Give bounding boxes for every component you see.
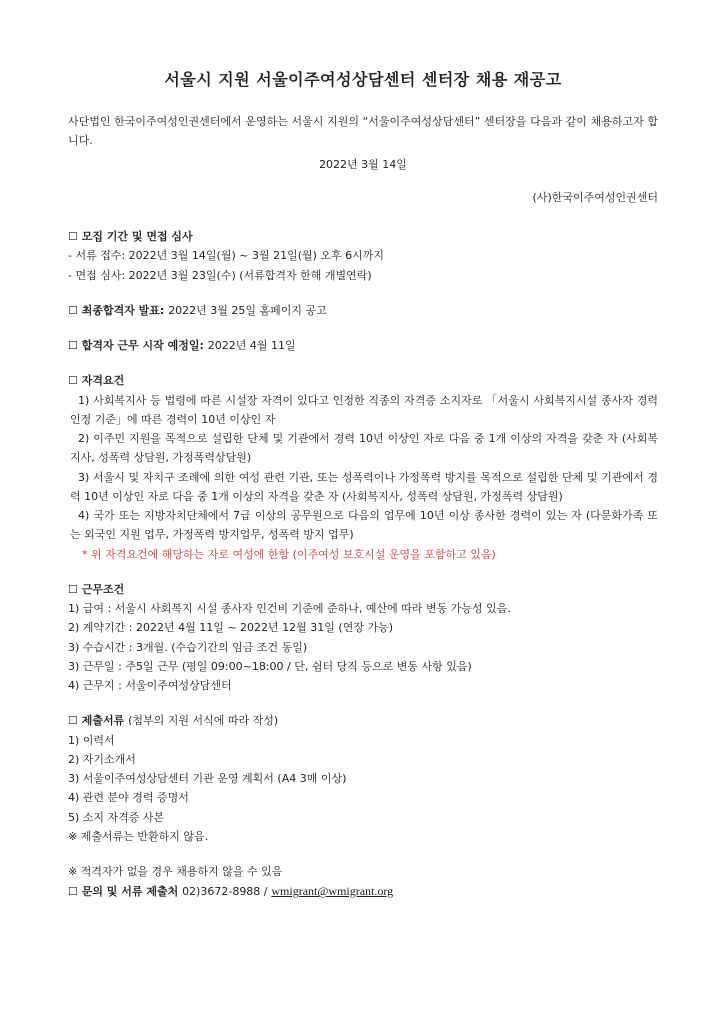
qualification-section xyxy=(68,371,658,564)
final-section xyxy=(68,301,658,320)
contact-heading-label: 문의 및 서류 제출처 xyxy=(81,885,179,899)
list-item: 1) 사회복지사 등 법령에 따른 시설장 자격이 있다고 인정한 직종의 자격증 소지자로 「서울시 사회복지시설 종사자 경력인정 기준」에 따른 경력이 10년 이상인 자 xyxy=(70,393,658,426)
list-item: 3) 근무일 : 주5일 근무 (평일 09:00~18:00 / 단, 쉼터 당직 등으로 변동 사항 있음) xyxy=(68,659,472,673)
list-item: 1) 급여 : 서울시 사회복지 시설 종사자 인건비 기준에 준하나, 예산에 따라 변동 가능성 있음. xyxy=(68,602,511,615)
checkbox-icon: ☐ xyxy=(68,885,78,899)
list-item: 4) 관련 분야 경력 증명서 xyxy=(68,791,189,805)
list-item: - 서류 접수: 2022년 3월 14일(월) ~ 3월 21일(월) 오후 6시까지 xyxy=(68,249,385,263)
qualification-note: * 위 자격요건에 해당하는 자로 여성에 한함 (이주여성 보호시설 운영을 포함하고 있음) xyxy=(82,547,496,561)
conditions-heading-label: 근무조건 xyxy=(81,582,125,596)
conditions-heading xyxy=(68,580,658,599)
list-item: 3) 서울시 및 자치구 조례에 의한 여성 관련 기관, 또는 성폭력이나 가정폭력 방지를 목적으로 설립한 단체 및 기관에서 경력 10년 이상인 자로 다음 중 1개 이상의 자격을 갖춘 자 (사회복지사, 성폭력 상담원, 가정폭력 상담원) xyxy=(70,470,658,503)
checkbox-icon: ☐ xyxy=(68,303,78,317)
recruit-heading-label: 모집 기간 및 면접 심사 xyxy=(81,230,193,243)
list-item: 5) 소지 자격증 사본 xyxy=(68,810,165,824)
checkbox-icon: ☐ xyxy=(68,714,78,728)
documents-heading-subtitle: (첨부의 지원 서식에 따라 작성) xyxy=(128,714,279,728)
list-item: 3) 수습시간 : 3개월. (수습기간의 임금 조건 동일) xyxy=(68,640,308,654)
list-item: 2) 이주민 지원을 목적으로 설립한 단체 및 기관에서 경력 10년 이상인 자로 다음 중 1개 이상의 자격을 갖춘 자 (사회복지사, 성폭력 상담원, 가정폭력상담원) xyxy=(70,432,658,465)
conditions-section xyxy=(68,580,658,696)
list-item: - 면접 심사: 2022년 3월 23일(수) (서류합격자 한해 개별연락) xyxy=(68,268,372,282)
list-item: 3) 서울이주여성상담센터 기관 운영 계획서 (A4 3매 이상) xyxy=(68,772,347,785)
final-heading xyxy=(68,301,658,320)
list-item: ※ 제출서류는 반환하지 않음. xyxy=(68,829,209,843)
checkbox-icon: ☐ xyxy=(68,339,78,352)
qualification-heading xyxy=(68,371,658,390)
notice-date: 2022년 3월 14일 xyxy=(319,157,407,171)
list-item: 2) 계약기간 : 2022년 4월 11일 ~ 2022년 12월 31일 (연장 가능) xyxy=(68,621,393,635)
documents-section xyxy=(68,711,658,846)
documents-heading xyxy=(68,711,658,730)
documents-heading-label: 제출서류 xyxy=(81,714,125,728)
page-title: 서울시 지원 서울이주여성상담센터 센터장 채용 재공고 xyxy=(164,70,562,89)
start-heading xyxy=(68,336,658,355)
checkbox-icon: ☐ xyxy=(68,582,78,596)
final-heading-value: 2022년 3월 25일 홈페이지 공고 xyxy=(168,303,327,317)
final-heading-label: 최종합격자 발표: xyxy=(81,303,165,317)
recruit-heading xyxy=(68,227,658,246)
list-item: 4) 근무지 : 서울이주여성상담센터 xyxy=(68,679,232,692)
contact-email-link[interactable]: wmigrant@wmigrant.org xyxy=(271,884,394,899)
list-item: 1) 이력서 xyxy=(68,733,115,747)
contact-line xyxy=(68,881,658,902)
footer-note: ※ 적격자가 없을 경우 채용하지 않을 수 있음 xyxy=(68,865,283,878)
checkbox-icon: ☐ xyxy=(68,230,78,243)
intro-paragraph: 사단법인 한국이주여성인권센터에서 운영하는 서울시 지원의 “서울이주여성상담센터” 센터장을 다음과 같이 채용하고자 합니다. xyxy=(68,115,658,148)
list-item: 2) 자기소개서 xyxy=(68,752,136,766)
start-heading-value: 2022년 4월 11일 xyxy=(207,339,296,352)
list-item: 4) 국가 또는 지방자치단체에서 7급 이상의 공무원으로 다음의 업무에 10년 이상 종사한 경력이 있는 자 (다문화가족 또는 외국인 지원 업무, 가정폭력 방지업무, 성폭력 방지 업무) xyxy=(70,509,658,542)
contact-phone: 02)3672-8988 / xyxy=(182,885,268,899)
recruit-section xyxy=(68,227,658,285)
checkbox-icon: ☐ xyxy=(68,374,78,388)
start-section xyxy=(68,336,658,355)
start-heading-label: 합격자 근무 시작 예정일: xyxy=(81,339,204,352)
organization-name: (사)한국이주여성인권센터 xyxy=(532,190,658,204)
qualification-heading-label: 자격요건 xyxy=(81,374,125,388)
